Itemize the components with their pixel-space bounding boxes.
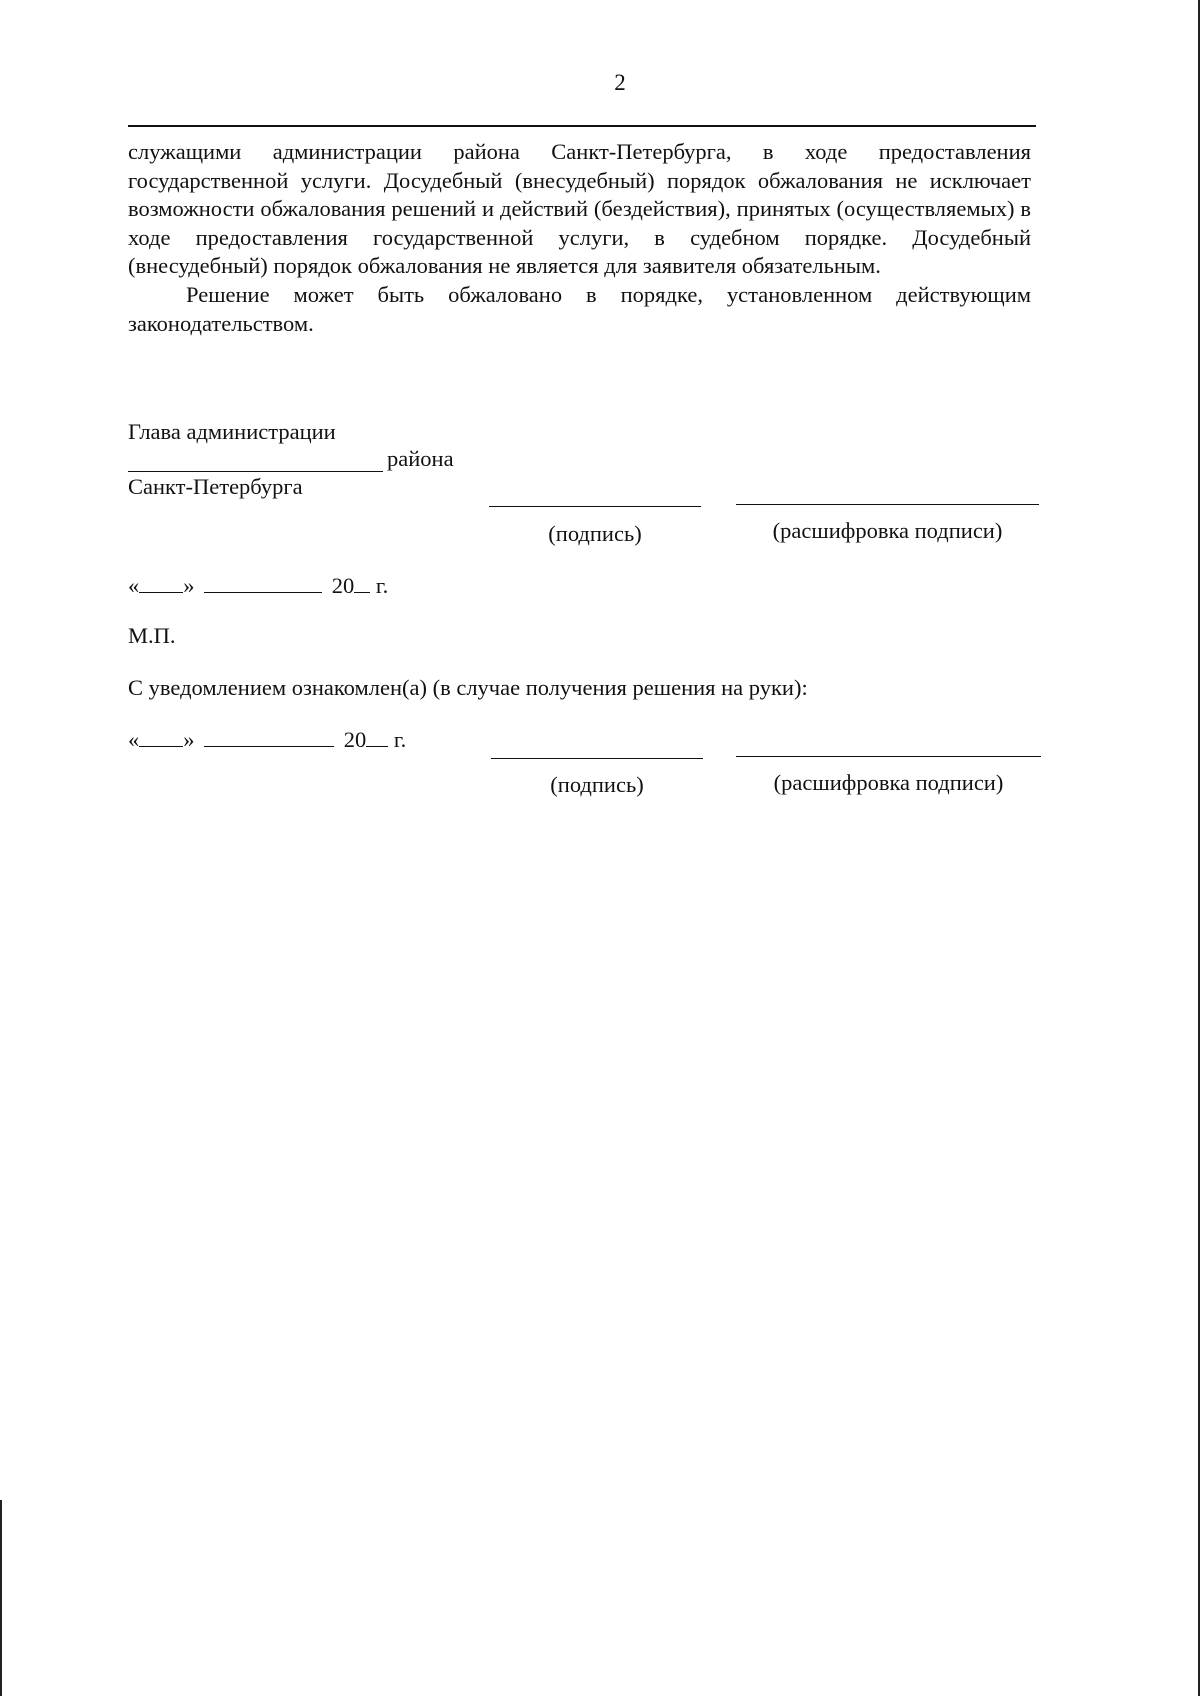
ack-signature-caption: (подпись) (550, 772, 644, 797)
date-field-1 (128, 572, 388, 600)
district-name-blank (128, 471, 383, 472)
year-blank (366, 726, 388, 747)
acknowledgement-text: С уведомлением ознакомлен(а) (в случае получения решения на руки): (128, 675, 808, 700)
head-title-city: Санкт-Петербурга (128, 474, 303, 499)
paragraph-appeal-right: Решение может быть обжаловано в порядке, установленном действующим законодательством. (128, 281, 1031, 336)
day-blank (139, 726, 183, 747)
body-text (128, 138, 1031, 338)
year-suffix: г. (375, 573, 389, 598)
date-field-2 (128, 726, 406, 754)
header-divider (128, 125, 1036, 127)
year-prefix: 20 (343, 727, 367, 752)
head-signature-line (489, 506, 701, 507)
month-blank (204, 572, 322, 593)
year-prefix: 20 (331, 573, 355, 598)
page-number: 2 (614, 70, 626, 95)
ack-decoding-caption: (расшифровка подписи) (773, 770, 1004, 795)
head-decoding-line (736, 504, 1039, 505)
ack-signature-line (491, 758, 703, 759)
month-blank (204, 726, 334, 747)
ack-decoding-line (736, 756, 1041, 757)
paragraph-appeal-procedure: служащими администрации района Санкт-Петербурга, в ходе предоставления государственной услуги. Досудебный (внесудебный) порядок обжалования не исключает возможности обжалования решений и действий (бездействия), принятых (осуществляемых) в ходе предоставления государственной услуги, в судебном порядке. Досудебный (внесудебный) порядок обжалования не является для заявителя обязательным. (128, 139, 1031, 279)
head-title-line1: Глава администрации (128, 419, 336, 444)
date-close-quote: » (183, 727, 195, 752)
stamp-label: М.П. (128, 623, 176, 648)
head-title-district: района (387, 446, 454, 471)
date-close-quote: » (183, 573, 195, 598)
head-decoding-caption: (расшифровка подписи) (772, 518, 1003, 543)
year-suffix: г. (393, 727, 407, 752)
head-signature-caption: (подпись) (548, 521, 642, 546)
scan-edge-left (0, 1500, 2, 1696)
day-blank (139, 572, 183, 593)
year-blank (354, 572, 370, 593)
date-open-quote: « (128, 573, 140, 598)
date-open-quote: « (128, 727, 140, 752)
